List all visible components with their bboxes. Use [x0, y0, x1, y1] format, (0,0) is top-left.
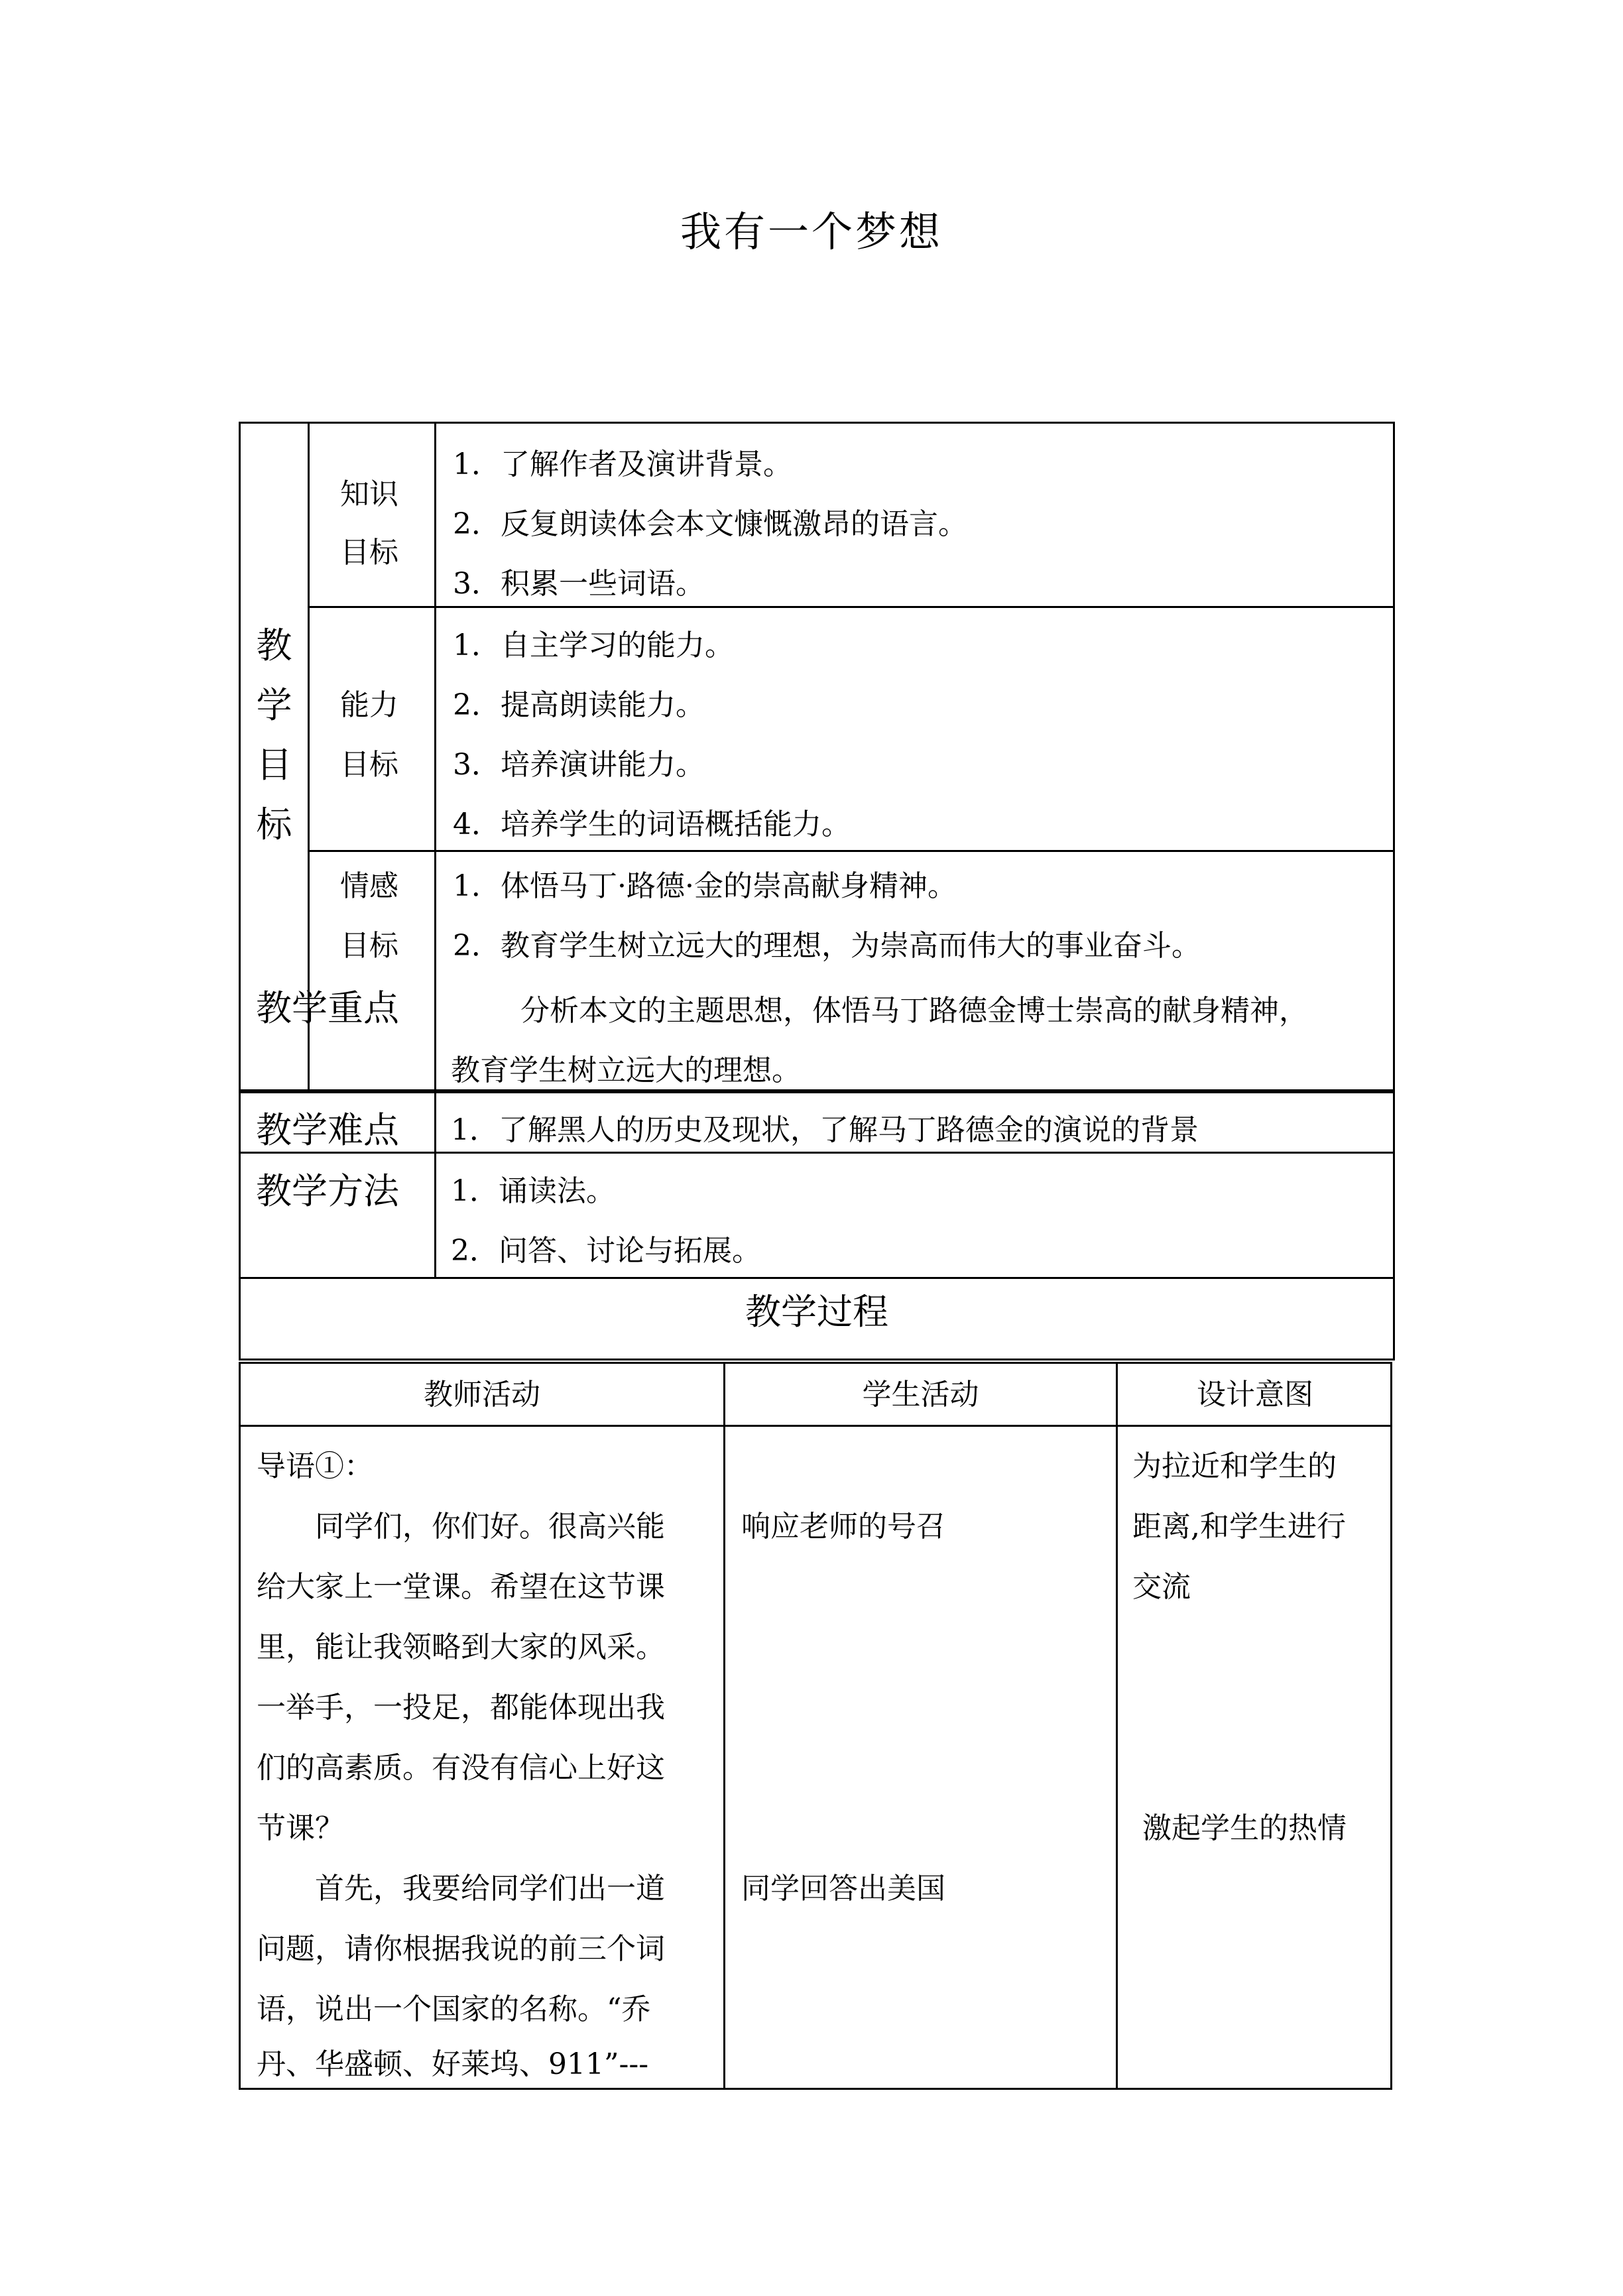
difficulties-text: 1．了解黑人的历史及现状，了解马丁路德金的演说的背景 [451, 1113, 1199, 1147]
emotion-label: 目标 [340, 929, 398, 963]
ability-item: 2．提高朗读能力。 [453, 688, 705, 722]
knowledge-label: 知识 [340, 477, 398, 511]
emotion-item: 1．体悟马丁·路德·金的崇高献身精神。 [453, 869, 957, 903]
divider [241, 1091, 1395, 1093]
process-title: 教学过程 [745, 1291, 888, 1333]
methods-label: 教学方法 [256, 1170, 399, 1212]
process-table [239, 1362, 1392, 2090]
methods-item: 2．问答、讨论与拓展。 [451, 1234, 761, 1268]
ability-item: 1．自主学习的能力。 [453, 629, 734, 662]
key-points-label: 教学重点 [256, 987, 399, 1029]
intent-text: 激起学生的热情 [1142, 1811, 1347, 1845]
teacher-line: 导语①： [257, 1449, 373, 1483]
knowledge-item: 3．积累一些词语。 [453, 567, 705, 601]
divider [1116, 1364, 1118, 2090]
teacher-line: 节课？ [257, 1811, 344, 1845]
teacher-line: 给大家上一堂课。希望在这节课 [257, 1570, 665, 1604]
teacher-line: 首先，我要给同学们出一道 [257, 1872, 665, 1905]
objectives-table [239, 422, 1395, 1360]
ability-label: 目标 [340, 748, 398, 782]
intent-text: 距离,和学生进行 [1132, 1510, 1346, 1543]
teacher-line: 丹、华盛顿、好莱坞、911”--- [257, 2047, 649, 2081]
emotion-item: 2．教育学生树立远大的理想，为崇高而伟大的事业奋斗。 [453, 929, 1201, 963]
knowledge-item: 1．了解作者及演讲背景。 [453, 448, 792, 481]
difficulties-label: 教学难点 [256, 1109, 399, 1151]
objectives-label-char: 学 [256, 684, 292, 726]
teacher-line: 们的高素质。有没有信心上好这 [257, 1751, 665, 1785]
objectives-label-char: 目 [256, 744, 292, 786]
student-activity: 同学回答出美国 [741, 1872, 945, 1905]
objectives-main-label [241, 616, 308, 855]
student-activity: 响应老师的号召 [741, 1510, 945, 1543]
objectives-label-char: 教 [256, 625, 292, 666]
methods-item: 1．诵读法。 [451, 1174, 615, 1208]
teacher-line: 一举手，一投足，都能体现出我 [257, 1691, 665, 1724]
divider [241, 1425, 1392, 1427]
key-points-text: 分析本文的主题思想，体悟马丁路德金博士崇高的献身精神， [520, 994, 1308, 1028]
header-teacher: 教师活动 [424, 1378, 540, 1412]
objectives-label-char: 标 [256, 804, 292, 845]
knowledge-label: 目标 [340, 536, 398, 570]
intent-text: 交流 [1132, 1570, 1191, 1604]
teacher-line: 里，能让我领略到大家的风采。 [257, 1630, 665, 1664]
header-student: 学生活动 [862, 1378, 979, 1412]
knowledge-item: 2．反复朗读体会本文慷慨激昂的语言。 [453, 507, 967, 541]
header-intent: 设计意图 [1197, 1378, 1313, 1412]
ability-item: 4．培养学生的词语概括能力。 [453, 808, 851, 841]
emotion-label: 情感 [340, 869, 398, 903]
ability-item: 3．培养演讲能力。 [453, 748, 705, 782]
intent-text: 为拉近和学生的 [1132, 1449, 1337, 1483]
divider [308, 424, 310, 1091]
page-title: 我有一个梦想 [680, 208, 943, 256]
key-points-text: 教育学生树立远大的理想。 [451, 1054, 801, 1087]
teacher-line: 语，说出一个国家的名称。“乔 [257, 1992, 651, 2026]
ability-label: 能力 [340, 688, 398, 722]
divider [723, 1364, 725, 2090]
teacher-line: 同学们，你们好。很高兴能 [257, 1510, 665, 1543]
teacher-line: 问题，请你根据我说的前三个词 [257, 1932, 665, 1966]
